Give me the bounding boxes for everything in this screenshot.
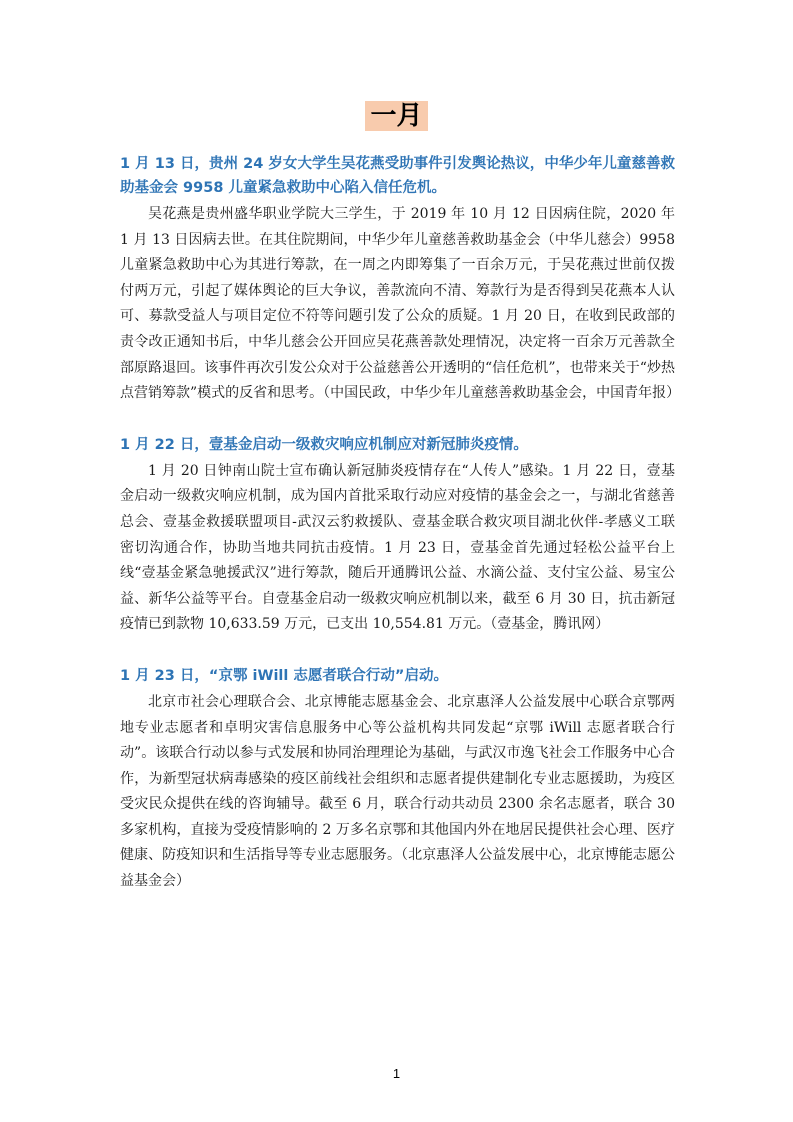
page-number: 1	[392, 1066, 401, 1081]
entries-list	[120, 152, 681, 921]
entry-body: 吴花燕是贵州盛华职业学院大三学生，于 2019 年 10 月 12 日因病住院，2020 年 1 月 13 日因病去世。在其住院期间，中华少年儿童慈善救助基金会（中华儿慈会）9958 儿童紧急救助中心为其进行筹款，在一周之内即筹集了一百余万元，于吴花燕过世前仅拨付两万元，引起了媒体舆论的巨大争议，善款流向不清、筹款行为是否得到吴花燕本人认可、募款受益人与项目定位不符等问题引发了公众的质疑。1 月 20 日，在收到民政部的责令改正通知书后，中华儿慈会公开回应吴花燕善款处理情况，决定将一百余万元善款全部原路退回。该事件再次引发公众对于公益慈善公开透明的“信任危机”，也带来关于“炒热点营销筹款”模式的反省和思考。（中国民政，中华少年儿童慈善救助基金会，中国青年报）	[120, 206, 681, 402]
month-heading-text: 一月	[365, 101, 427, 131]
entry-title: 1 月 23 日，“京鄂 iWill 志愿者联合行动”启动。	[120, 667, 448, 684]
entry-body: 北京市社会心理联合会、北京博能志愿基金会、北京惠泽人公益发展中心联合京鄂两地专业志愿者和卓明灾害信息服务中心等公益机构共同发起“京鄂 iWill 志愿者联合行动”。该联合行动以参与式发展和协同治理理论为基础，与武汉市逸飞社会工作服务中心合作，为新型冠状病毒感染的疫区前线社会组织和志愿者提供建制化专业志愿援助，为疫区受灾民众提供在线的咨询辅导。截至 6 月，联合行动共动员 2300 余名志愿者，联合 30 多家机构，直接为受疫情影响的 2 万多名京鄂和其他国内外在地居民提供社会心理、医疗健康、防疫知识和生活指导等专业志愿服务。（北京惠泽人公益发展中心，北京博能志愿公益基金会）	[120, 693, 675, 890]
month-heading	[0, 95, 793, 132]
entry-jan-22	[120, 433, 675, 638]
entry-body: 1 月 20 日钟南山院士宣布确认新冠肺炎疫情存在“人传人”感染。1 月 22 日，壹基金启动一级救灾响应机制，成为国内首批采取行动应对疫情的基金会之一，与湖北省慈善总会、壹基金救援联盟项目-武汉云豹救援队、壹基金联合救灾项目湖北伙伴-孝感义工联密切沟通合作，协助当地共同抗击疫情。1 月 23 日，壹基金首先通过轻松公益平台上线“壹基金紧急驰援武汉”进行筹款，随后开通腾讯公益、水滴公益、支付宝公益、易宝公益、新华公益等平台。自壹基金启动一级救灾响应机制以来，截至 6 月 30 日，抗击新冠疫情已到款物 10,633.59 万元，已支出 10,554.81 万元。（壹基金，腾讯网）	[120, 462, 675, 633]
entry-title: 1 月 22 日，壹基金启动一级救灾响应机制应对新冠肺炎疫情。	[120, 436, 528, 453]
entry-title: 1 月 13 日，贵州 24 岁女大学生吴花燕受助事件引发舆论热议，中华少年儿童慈善救助基金会 9958 儿童紧急救助中心陷入信任危机。	[120, 156, 675, 196]
entry-jan-23	[120, 664, 675, 895]
entry-jan-13	[120, 152, 681, 407]
